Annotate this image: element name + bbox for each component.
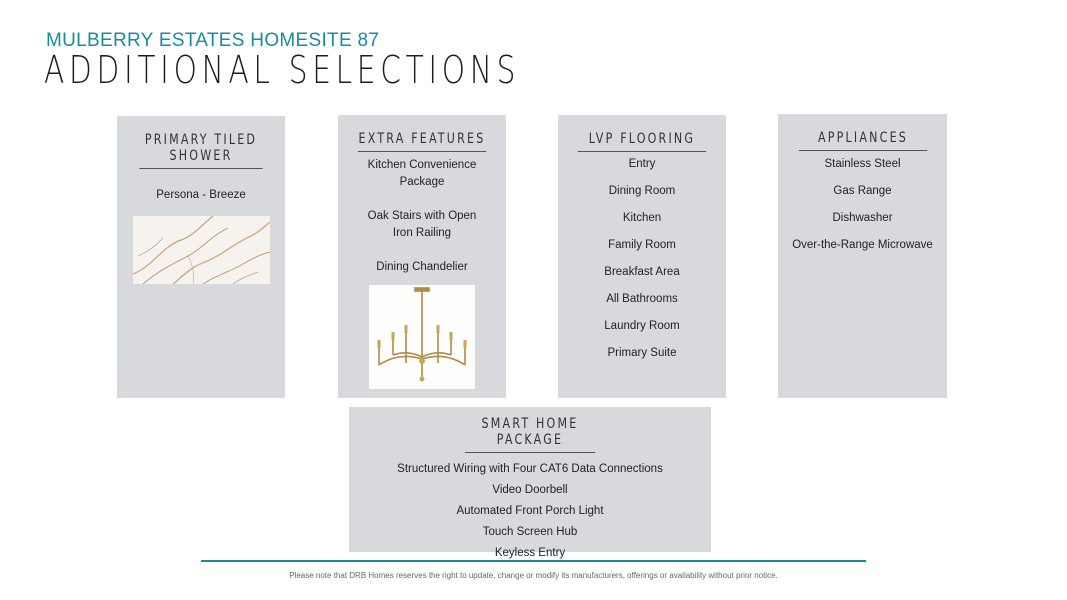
selection-item: Over-the-Range Microwave [792,239,933,251]
selection-item: Kitchen [622,212,662,224]
selection-item: Family Room [608,239,676,251]
selection-item: Keyless Entry [494,547,566,559]
card-appliances [778,114,947,398]
selection-item: Breakfast Area [604,266,680,278]
selection-item: All Bathrooms [606,293,678,305]
selection-item: Oak Stairs with Open Iron Railing [367,210,477,239]
selection-item: Structured Wiring with Four CAT6 Data Connections [397,463,663,475]
card-extra-features [338,115,506,398]
selection-item: Gas Range [833,185,892,197]
selection-item: Laundry Room [604,320,680,332]
card-heading: SMART HOME PACKAGE [465,416,595,453]
selection-item: Kitchen Convenience Package [367,159,477,188]
disclaimer-note: Please note that DRB Homes reserves the right to update, change or modify its manufacturers, offerings or availability without prior notice. [289,571,778,580]
homesite-subtitle: MULBERRY ESTATES HOMESITE 87 [46,30,380,51]
card-heading: EXTRA FEATURES [358,131,486,152]
selection-item: Dishwasher [832,212,893,224]
selection-item: Automated Front Porch Light [456,505,604,517]
selection-item: Primary Suite [607,347,677,359]
page-title: ADDITIONAL SELECTIONS [44,48,521,92]
selection-item: Stainless Steel [824,158,901,170]
card-heading: APPLIANCES [798,130,926,151]
selection-item: Video Doorbell [492,484,568,496]
selection-item: Dining Room [608,185,676,197]
card-primary-tiled-shower [117,116,285,398]
selection-item: Persona - Breeze [156,189,246,201]
selection-item: Touch Screen Hub [482,526,578,538]
card-heading: LVP FLOORING [578,131,706,152]
selection-item: Entry [628,158,656,170]
footer-divider [201,560,866,562]
marble-tile-image [133,216,270,284]
card-smart-home-package [349,407,711,559]
card-heading: PRIMARY TILED SHOWER [139,132,262,169]
chandelier-image [369,285,475,389]
selection-item: Dining Chandelier [376,261,468,273]
card-lvp-flooring [558,115,726,398]
